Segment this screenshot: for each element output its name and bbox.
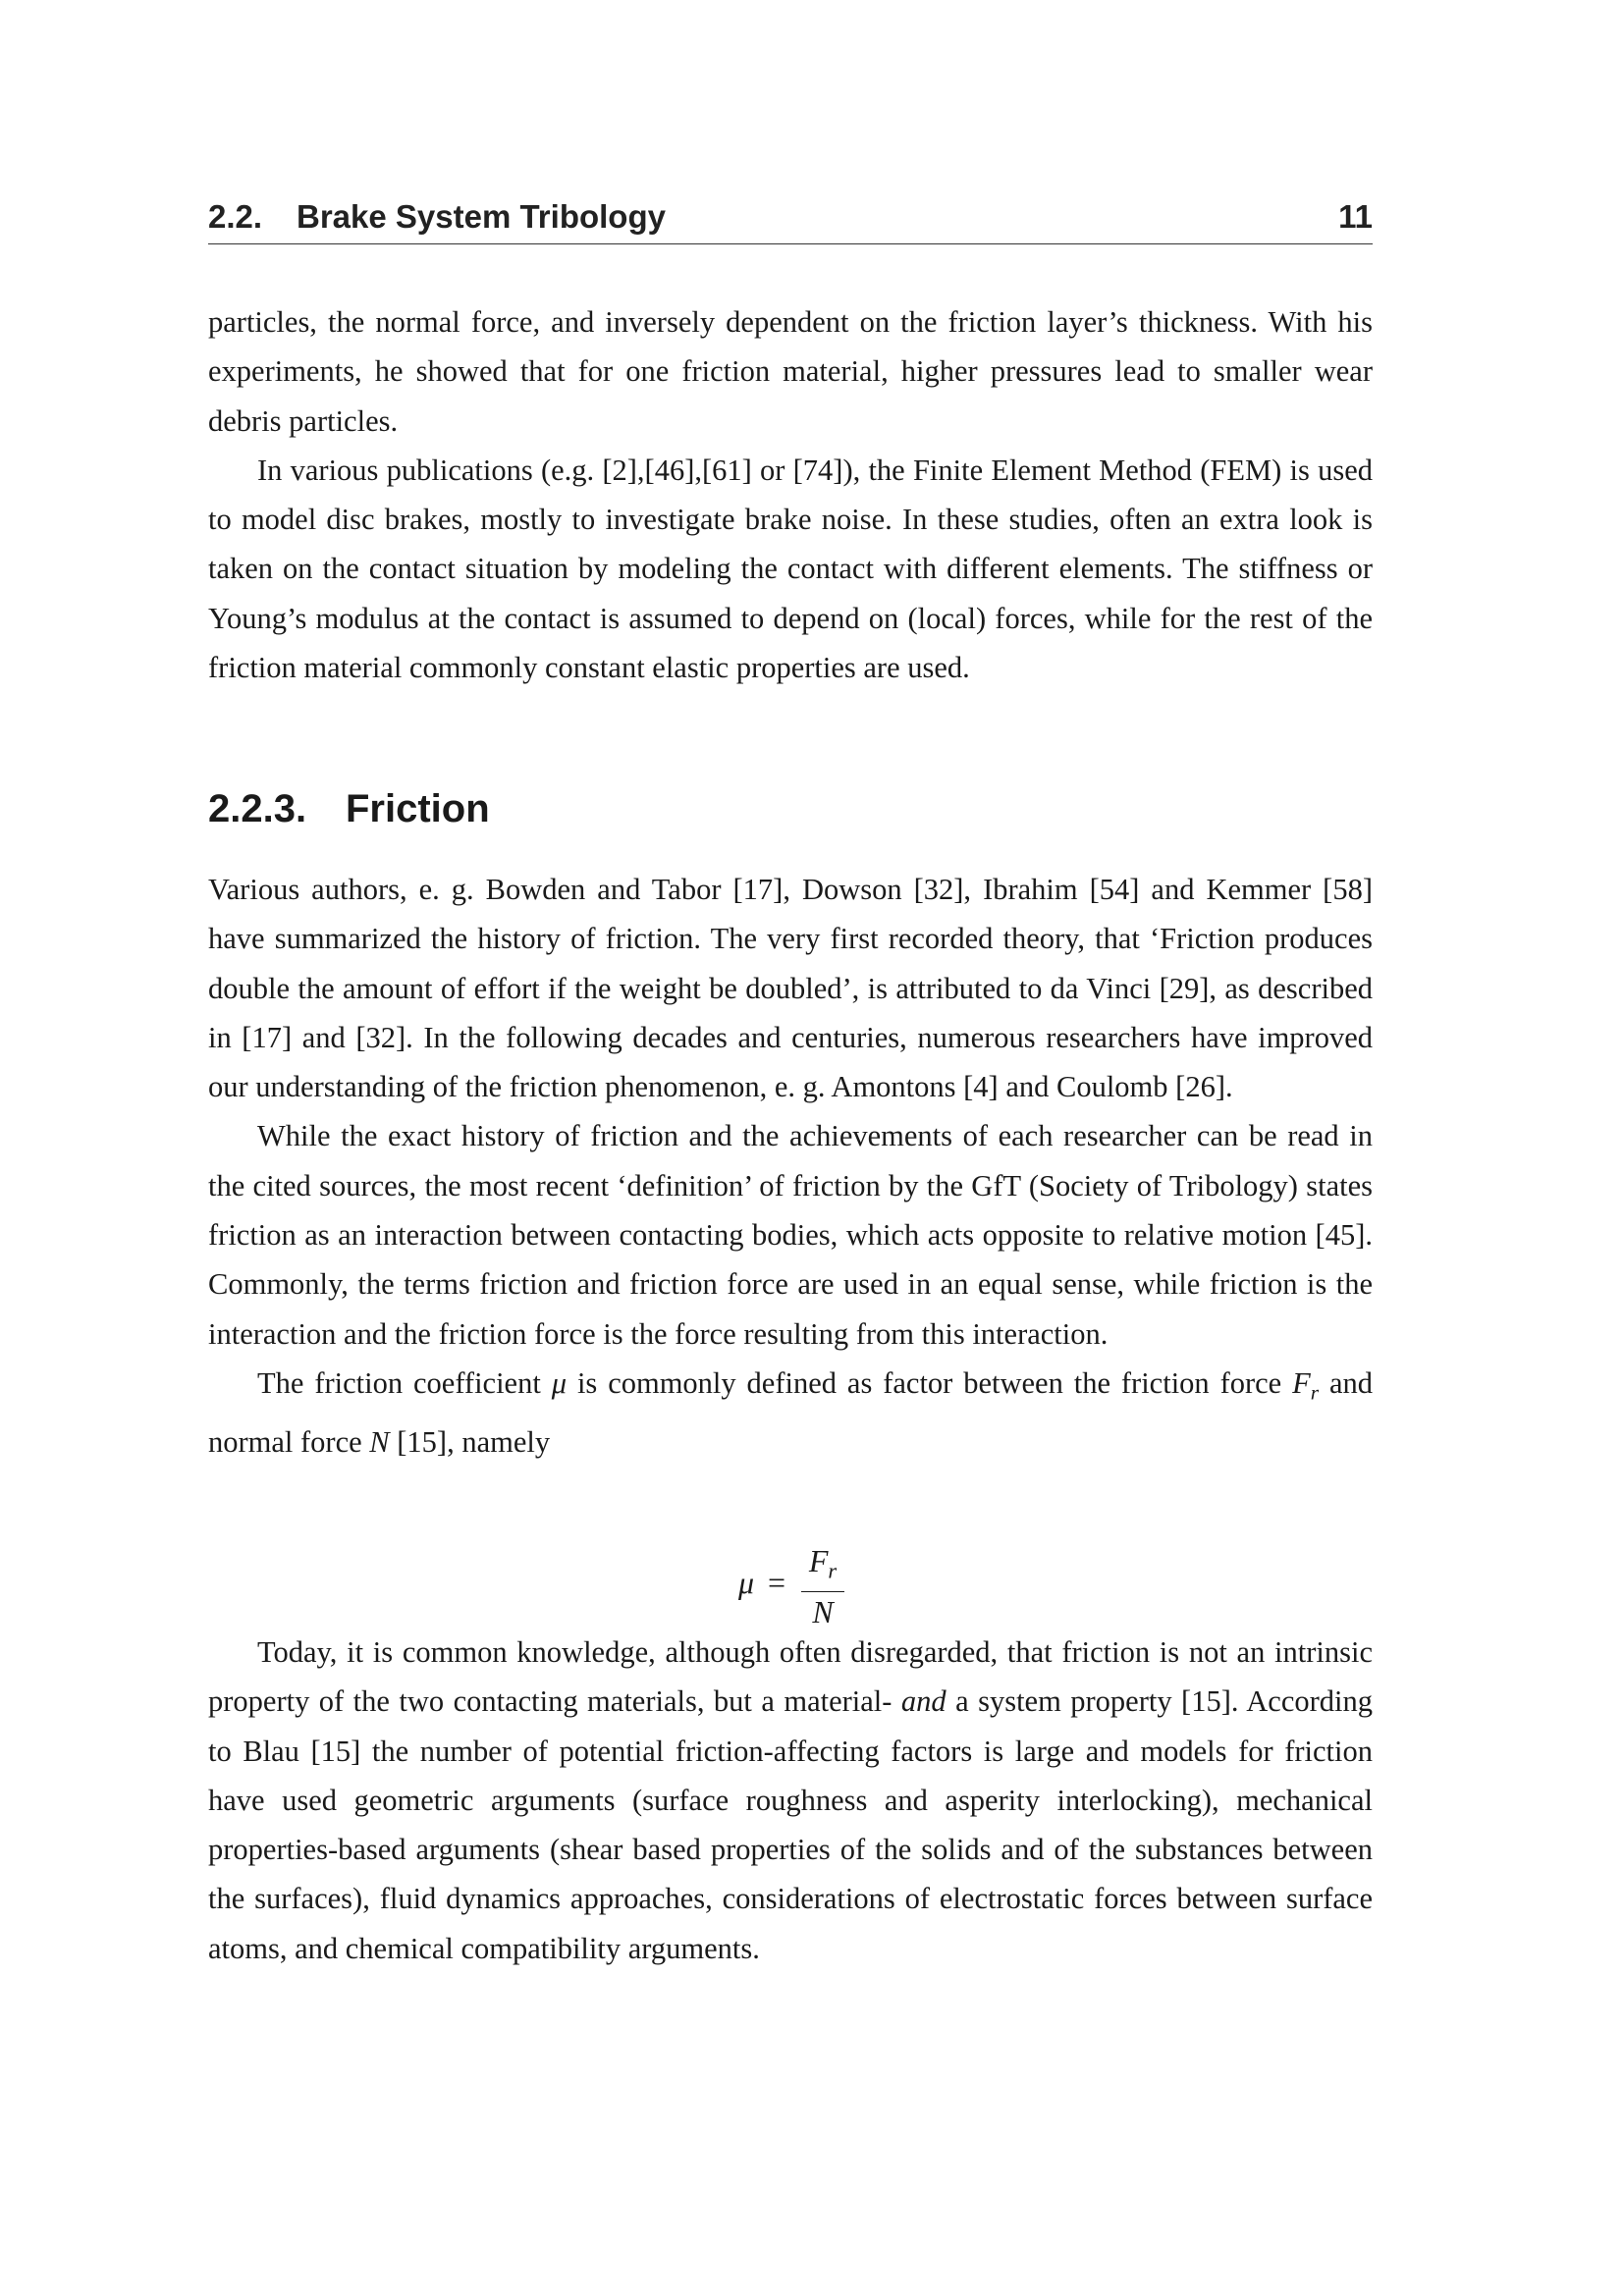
equation-denominator: N xyxy=(812,1593,834,1629)
fr-symbol xyxy=(1292,1365,1320,1405)
text-block-bottom xyxy=(208,1628,1373,1973)
section-heading-number: 2.2.3. xyxy=(208,787,307,830)
section-heading xyxy=(208,787,490,831)
mu-symbol: μ xyxy=(551,1365,568,1400)
paragraph-history: Various authors, e. g. Bowden and Tabor [17], Dowson [32], Ibrahim [54] and Kemmer [58] have summarized the history of friction. The very first recorded theory, that ‘Friction produces double the amount of effort if the weight be doubled’, is attributed to da Vinci [29], as described in [17] and [32]. In the following decades and centuries, numerous researchers have improved our understanding of the friction phenomenon, e. g. Amontons [4] and Coulomb [26]. xyxy=(208,873,1373,1104)
fr-subscript: r xyxy=(1310,1380,1320,1405)
emphasis-and: and xyxy=(900,1684,947,1719)
page-number: 11 xyxy=(1338,198,1373,235)
equation-lhs: μ xyxy=(738,1565,755,1600)
n-symbol: N xyxy=(369,1424,390,1459)
equation-numerator xyxy=(801,1543,844,1589)
system-text-1: Today, it is common knowledge, although often disregarded, that friction is not an intrinsic property of the two contacting materials, but a material- xyxy=(208,1635,1373,1719)
paragraph-definition: While the exact history of friction and the achievements of each researcher can be read in the cited sources, the most recent ‘definition’ of friction by the GfT (Society of Tribology) states friction as an interaction between contacting bodies, which acts opposite to relative motion [45]. Commonly, the terms friction and friction force are used in an equal sense, while friction is the interaction and the friction force is the force resulting from this interaction. xyxy=(208,1119,1373,1351)
coefficient-text-2: is commonly defined as factor between the friction force xyxy=(567,1365,1293,1400)
fraction-bar xyxy=(801,1591,844,1592)
text-block-friction xyxy=(208,865,1373,1467)
paragraph-system-property xyxy=(208,1628,1373,1973)
header-section-number: 2.2. xyxy=(208,198,263,235)
running-header xyxy=(208,196,1373,244)
coefficient-text-4: [15], namely xyxy=(389,1424,551,1459)
header-section-title: Brake System Tribology xyxy=(297,198,666,235)
text-block-top xyxy=(208,297,1373,692)
equation-fraction xyxy=(801,1543,844,1629)
system-text-2: a system property [15]. According to Blau [15] the number of potential friction-affecting factors is large and models for friction have used geometric arguments (surface roughness and asperity interlocking), mechanical properties-based arguments (shear based properties of the solids and of the substances between the surfaces), fluid dynamics approaches, considerations of electrostatic forces between surface atoms, and chemical compatibility arguments. xyxy=(208,1684,1373,1965)
numerator-base: F xyxy=(808,1543,829,1578)
coefficient-text-3: and normal force xyxy=(208,1365,1373,1459)
section-heading-title: Friction xyxy=(346,787,490,830)
paragraph-fem: In various publications (e.g. [2],[46],[61] or [74]), the Finite Element Method (FEM) is used to model disc brakes, mostly to investigate brake noise. In these studies, often an extra look is taken on the contact situation by modeling the contact with different elements. The stiffness or Young’s modulus at the contact is assumed to depend on (local) forces, while for the rest of the friction material commonly constant elastic properties are used. xyxy=(208,453,1373,685)
fr-base: F xyxy=(1292,1365,1311,1400)
coefficient-text-1: The friction coefficient xyxy=(257,1365,552,1400)
equation-equals: = xyxy=(768,1565,786,1600)
paragraph-continuation: particles, the normal force, and inversely dependent on the friction layer’s thickness. With his experiments, he showed that for one friction material, higher pressures lead to smaller wear debris particles. xyxy=(208,305,1373,438)
paragraph-coefficient xyxy=(208,1359,1373,1467)
numerator-subscript: r xyxy=(828,1558,838,1583)
